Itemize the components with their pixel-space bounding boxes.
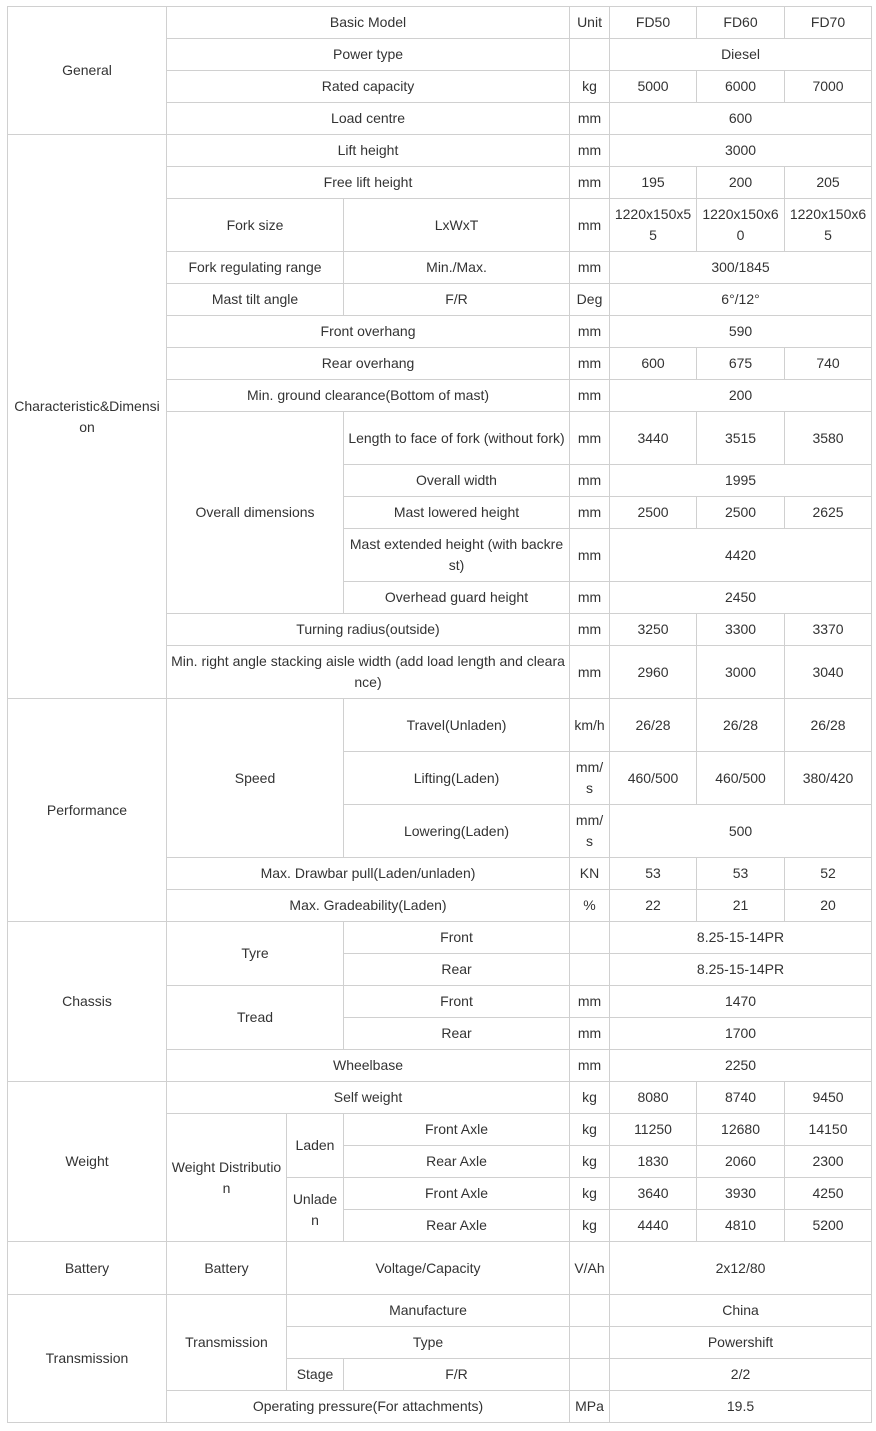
table-cell: 2300 [785, 1146, 872, 1178]
table-row [8, 1082, 872, 1114]
table-cell: 1220x150x60 [697, 199, 785, 252]
table-cell: 26/28 [697, 699, 785, 752]
table-cell: Load centre [167, 103, 570, 135]
table-cell: Powershift [610, 1327, 872, 1359]
table-cell: Rear Axle [344, 1146, 570, 1178]
table-cell: mm [570, 1050, 610, 1082]
table-cell: 460/500 [610, 752, 697, 805]
table-cell: 300/1845 [610, 252, 872, 284]
table-cell: 8080 [610, 1082, 697, 1114]
table-cell: 3040 [785, 646, 872, 699]
table-cell: mm [570, 103, 610, 135]
table-cell: Rear Axle [344, 1210, 570, 1242]
table-cell: Tread [167, 986, 344, 1050]
table-cell: 8.25-15-14PR [610, 922, 872, 954]
table-cell: kg [570, 1114, 610, 1146]
table-cell: Stage [287, 1359, 344, 1391]
table-cell: Length to face of fork (without fork) [344, 412, 570, 465]
table-cell: Travel(Unladen) [344, 699, 570, 752]
table-cell: mm [570, 348, 610, 380]
table-cell: 200 [697, 167, 785, 199]
table-cell: 3930 [697, 1178, 785, 1210]
table-cell: 740 [785, 348, 872, 380]
table-cell: Laden [287, 1114, 344, 1178]
table-cell: 3000 [610, 135, 872, 167]
table-cell: kg [570, 1082, 610, 1114]
table-cell: Max. Gradeability(Laden) [167, 890, 570, 922]
table-cell: 3640 [610, 1178, 697, 1210]
table-cell: 8.25-15-14PR [610, 954, 872, 986]
table-cell: Mast extended height (with backrest) [344, 529, 570, 582]
table-cell: Front overhang [167, 316, 570, 348]
table-cell: 2060 [697, 1146, 785, 1178]
specification-table [7, 6, 872, 1423]
table-row [8, 7, 872, 39]
table-cell: kg [570, 71, 610, 103]
table-cell: 2960 [610, 646, 697, 699]
table-cell: Turning radius(outside) [167, 614, 570, 646]
table-cell: 12680 [697, 1114, 785, 1146]
table-cell: Tyre [167, 922, 344, 986]
table-cell: Front Axle [344, 1114, 570, 1146]
table-cell: Min./Max. [344, 252, 570, 284]
table-cell: General [8, 7, 167, 135]
table-cell: 200 [610, 380, 872, 412]
table-cell: Overall width [344, 465, 570, 497]
table-cell: Weight Distribution [167, 1114, 287, 1242]
table-cell: 500 [610, 805, 872, 858]
table-cell: 380/420 [785, 752, 872, 805]
table-cell: Basic Model [167, 7, 570, 39]
table-cell: Free lift height [167, 167, 570, 199]
table-cell: % [570, 890, 610, 922]
table-cell: Unit [570, 7, 610, 39]
table-cell: 2500 [697, 497, 785, 529]
table-cell: 26/28 [610, 699, 697, 752]
table-cell: Max. Drawbar pull(Laden/unladen) [167, 858, 570, 890]
table-cell: 11250 [610, 1114, 697, 1146]
table-cell: V/Ah [570, 1242, 610, 1295]
table-cell: FD70 [785, 7, 872, 39]
table-cell: mm [570, 380, 610, 412]
table-cell: 3000 [697, 646, 785, 699]
table-cell: 675 [697, 348, 785, 380]
table-cell: mm/s [570, 805, 610, 858]
table-cell: 19.5 [610, 1391, 872, 1423]
table-cell: Battery [8, 1242, 167, 1295]
table-cell: Operating pressure(For attachments) [167, 1391, 570, 1423]
table-cell: F/R [344, 284, 570, 316]
table-cell: KN [570, 858, 610, 890]
table-cell: 26/28 [785, 699, 872, 752]
table-cell: 195 [610, 167, 697, 199]
table-cell: Min. right angle stacking aisle width (add load length and clearance) [167, 646, 570, 699]
table-cell: kg [570, 1178, 610, 1210]
table-cell: 1830 [610, 1146, 697, 1178]
table-row [8, 699, 872, 752]
table-cell: 1995 [610, 465, 872, 497]
table-cell: mm [570, 167, 610, 199]
table-cell: 3370 [785, 614, 872, 646]
table-cell: 1220x150x55 [610, 199, 697, 252]
table-cell: 21 [697, 890, 785, 922]
table-cell: 2625 [785, 497, 872, 529]
table-cell: 600 [610, 103, 872, 135]
table-cell [570, 1327, 610, 1359]
table-cell: 600 [610, 348, 697, 380]
table-cell: 3440 [610, 412, 697, 465]
table-cell [570, 954, 610, 986]
table-cell: km/h [570, 699, 610, 752]
table-cell: kg [570, 1146, 610, 1178]
table-cell: 1220x150x65 [785, 199, 872, 252]
table-cell: 460/500 [697, 752, 785, 805]
table-cell: mm [570, 582, 610, 614]
table-cell: Weight [8, 1082, 167, 1242]
table-cell: Self weight [167, 1082, 570, 1114]
table-cell: 4250 [785, 1178, 872, 1210]
table-cell: 2450 [610, 582, 872, 614]
table-cell: LxWxT [344, 199, 570, 252]
table-row [8, 135, 872, 167]
table-cell: 5200 [785, 1210, 872, 1242]
table-cell: 22 [610, 890, 697, 922]
table-cell: 3250 [610, 614, 697, 646]
table-cell: 1470 [610, 986, 872, 1018]
table-cell: Voltage/Capacity [287, 1242, 570, 1295]
table-cell: mm/s [570, 752, 610, 805]
table-cell: Transmission [167, 1295, 287, 1391]
table-cell: Fork size [167, 199, 344, 252]
table-cell: mm [570, 1018, 610, 1050]
table-cell: Fork regulating range [167, 252, 344, 284]
table-cell: 2250 [610, 1050, 872, 1082]
table-cell: 20 [785, 890, 872, 922]
table-cell: 52 [785, 858, 872, 890]
table-cell: 4420 [610, 529, 872, 582]
table-cell: mm [570, 614, 610, 646]
table-cell: 9450 [785, 1082, 872, 1114]
table-cell [570, 1295, 610, 1327]
table-row [8, 922, 872, 954]
table-cell: 205 [785, 167, 872, 199]
table-cell: 3515 [697, 412, 785, 465]
table-cell: 3300 [697, 614, 785, 646]
table-cell [570, 39, 610, 71]
specification-table-body [8, 7, 872, 1423]
table-cell: mm [570, 316, 610, 348]
table-cell: 8740 [697, 1082, 785, 1114]
table-cell: Overhead guard height [344, 582, 570, 614]
table-cell: F/R [344, 1359, 570, 1391]
table-cell: Characteristic&Dimension [8, 135, 167, 699]
table-cell: 7000 [785, 71, 872, 103]
table-cell: Rear [344, 954, 570, 986]
table-cell: Transmission [8, 1295, 167, 1423]
table-cell: Front [344, 986, 570, 1018]
table-cell [570, 1359, 610, 1391]
table-cell: mm [570, 465, 610, 497]
table-cell: Front [344, 922, 570, 954]
table-cell: 6°/12° [610, 284, 872, 316]
table-cell: Overall dimensions [167, 412, 344, 614]
table-cell: mm [570, 986, 610, 1018]
table-cell: kg [570, 1210, 610, 1242]
table-cell: 5000 [610, 71, 697, 103]
table-cell: Diesel [610, 39, 872, 71]
table-row [8, 1295, 872, 1327]
table-cell: Speed [167, 699, 344, 858]
table-cell: mm [570, 252, 610, 284]
table-cell: 6000 [697, 71, 785, 103]
table-cell: Wheelbase [167, 1050, 570, 1082]
table-cell: Deg [570, 284, 610, 316]
table-cell: 53 [610, 858, 697, 890]
table-cell: Chassis [8, 922, 167, 1082]
table-cell: 53 [697, 858, 785, 890]
table-cell: Power type [167, 39, 570, 71]
table-cell: FD50 [610, 7, 697, 39]
table-cell: 2x12/80 [610, 1242, 872, 1295]
table-cell: 2500 [610, 497, 697, 529]
table-cell: Min. ground clearance(Bottom of mast) [167, 380, 570, 412]
table-cell: Lifting(Laden) [344, 752, 570, 805]
table-cell: MPa [570, 1391, 610, 1423]
table-cell [570, 922, 610, 954]
table-cell: mm [570, 135, 610, 167]
table-cell: 3580 [785, 412, 872, 465]
table-row [8, 1242, 872, 1295]
table-cell: Rear overhang [167, 348, 570, 380]
table-cell: FD60 [697, 7, 785, 39]
table-cell: 14150 [785, 1114, 872, 1146]
table-cell: Lift height [167, 135, 570, 167]
table-cell: Mast tilt angle [167, 284, 344, 316]
table-cell: 590 [610, 316, 872, 348]
table-cell: 4810 [697, 1210, 785, 1242]
table-cell: 4440 [610, 1210, 697, 1242]
table-cell: mm [570, 529, 610, 582]
table-cell: Manufacture [287, 1295, 570, 1327]
table-cell: mm [570, 497, 610, 529]
table-cell: Front Axle [344, 1178, 570, 1210]
table-cell: China [610, 1295, 872, 1327]
table-cell: mm [570, 199, 610, 252]
table-cell: Mast lowered height [344, 497, 570, 529]
table-cell: Battery [167, 1242, 287, 1295]
table-cell: 2/2 [610, 1359, 872, 1391]
table-cell: Unladen [287, 1178, 344, 1242]
table-cell: 1700 [610, 1018, 872, 1050]
table-cell: Rear [344, 1018, 570, 1050]
table-cell: Type [287, 1327, 570, 1359]
table-cell: mm [570, 646, 610, 699]
table-cell: Performance [8, 699, 167, 922]
table-cell: Lowering(Laden) [344, 805, 570, 858]
table-cell: mm [570, 412, 610, 465]
table-cell: Rated capacity [167, 71, 570, 103]
